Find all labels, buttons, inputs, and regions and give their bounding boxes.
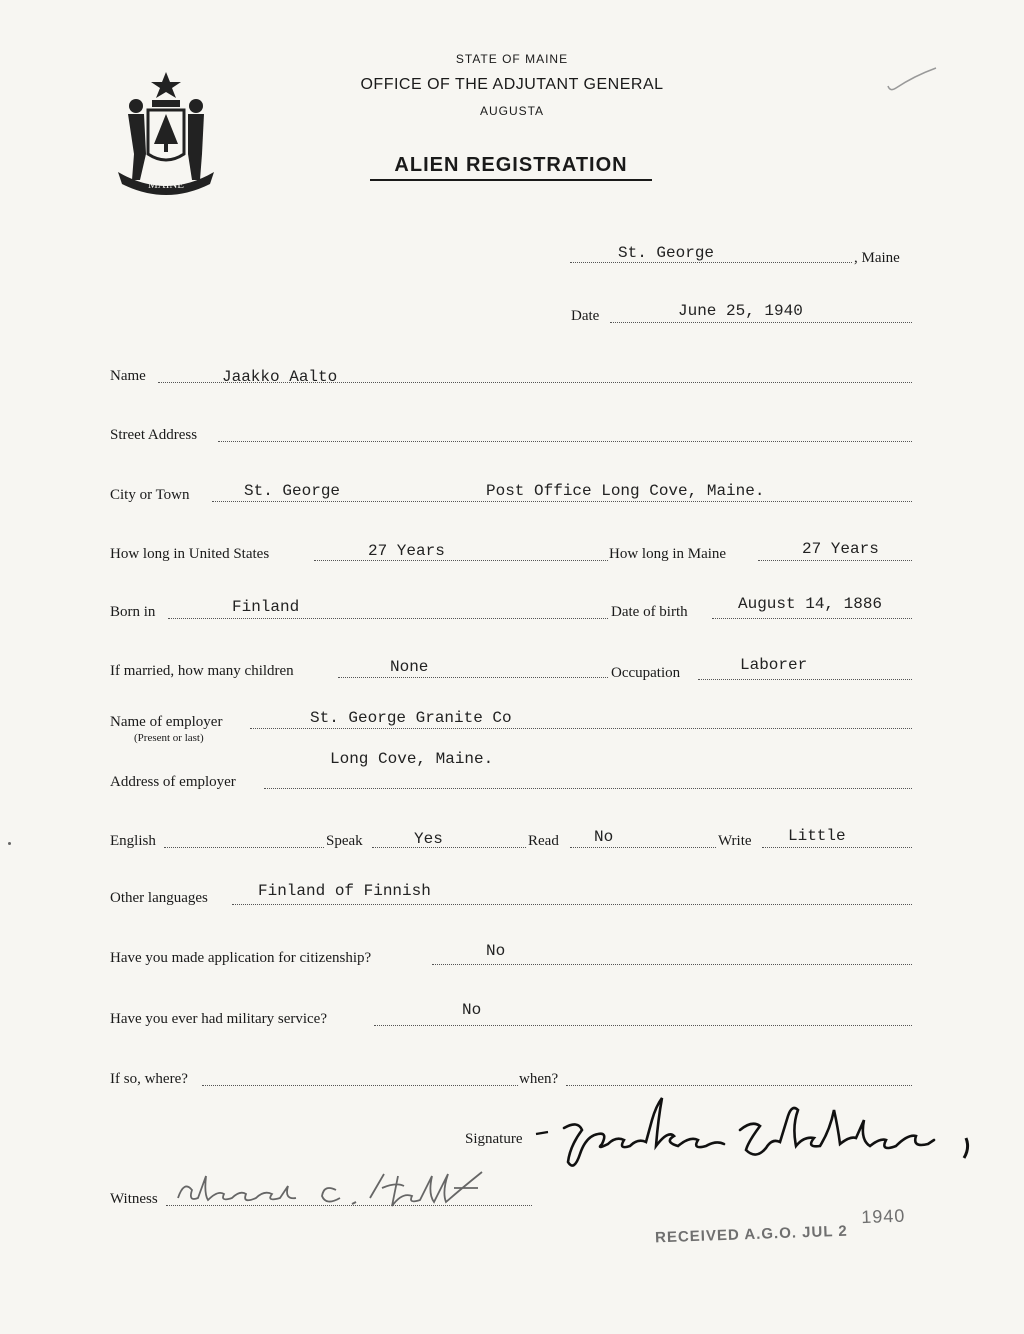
military-label: Have you ever had military service?	[110, 1011, 327, 1027]
when-label: when?	[519, 1071, 559, 1087]
how-long-us-value: 27 Years	[368, 542, 445, 560]
citizenship-value: No	[486, 942, 506, 960]
svg-text:Almond C Hall: Almond C Hall	[172, 1168, 179, 1169]
where-label: If so, where?	[110, 1071, 188, 1087]
speak-label: Speak	[326, 833, 363, 849]
english-label: English	[110, 833, 156, 849]
children-label: If married, how many children	[110, 663, 294, 679]
header-city: AUGUSTA	[479, 104, 545, 118]
read-label: Read	[528, 833, 559, 849]
paper-speck	[8, 842, 11, 845]
write-label: Write	[718, 833, 752, 849]
header-office: OFFICE OF THE ADJUTANT GENERAL	[360, 76, 664, 93]
form-title: ALIEN REGISTRATION	[370, 154, 652, 181]
received-stamp	[654, 1205, 906, 1248]
occupation-label: Occupation	[611, 665, 681, 681]
date-label: Date	[571, 308, 600, 324]
town-value: St. George	[244, 482, 341, 500]
how-long-maine-label: How long in Maine	[609, 546, 727, 562]
town-label: City or Town	[110, 487, 190, 503]
children-value: None	[390, 658, 429, 676]
dob-label: Date of birth	[611, 604, 688, 620]
svg-text:Jaakko Aalto: Jaakko Aalto	[534, 1090, 540, 1091]
how-long-us-label: How long in United States	[110, 546, 270, 562]
signature-label: Signature	[465, 1131, 523, 1147]
military-value: No	[462, 1001, 482, 1019]
dob-value: August 14, 1886	[738, 595, 883, 613]
citizenship-label: Have you made application for citizenship?	[110, 950, 372, 966]
speak-value: Yes	[414, 830, 443, 848]
employer-sublabel: (Present or last)	[134, 732, 204, 744]
place-value: St. George	[618, 244, 715, 262]
employer-address-value: Long Cove, Maine.	[330, 750, 494, 768]
stamp-year: 1940	[860, 1205, 906, 1228]
street-label: Street Address	[110, 427, 198, 443]
witness-handwriting	[172, 1168, 498, 1214]
stamp-text: RECEIVED A.G.O. JUL 2	[654, 1222, 849, 1247]
employer-label: Name of employer	[110, 714, 223, 730]
svg-text:MAINE: MAINE	[147, 179, 185, 191]
name-label: Name	[110, 368, 146, 384]
name-value: Jaakko Aalto	[222, 368, 338, 386]
employer-value: St. George Granite Co	[310, 709, 512, 727]
header-state: STATE OF MAINE	[455, 52, 569, 66]
date-value: June 25, 1940	[678, 302, 803, 320]
check-mark-icon	[884, 64, 938, 94]
other-languages-value: Finland of Finnish	[258, 882, 431, 900]
write-value: Little	[788, 827, 846, 845]
witness-label: Witness	[110, 1191, 158, 1207]
place-suffix: , Maine	[854, 250, 900, 266]
post-office-value: Post Office Long Cove, Maine.	[486, 482, 765, 500]
occupation-value: Laborer	[740, 656, 808, 674]
employer-address-label: Address of employer	[110, 774, 236, 790]
maine-seal-icon	[110, 68, 222, 196]
read-value: No	[594, 828, 614, 846]
signature-handwriting	[534, 1090, 980, 1176]
how-long-maine-value: 27 Years	[802, 540, 879, 558]
other-languages-label: Other languages	[110, 890, 208, 906]
born-in-label: Born in	[110, 604, 156, 620]
born-in-value: Finland	[232, 598, 300, 616]
